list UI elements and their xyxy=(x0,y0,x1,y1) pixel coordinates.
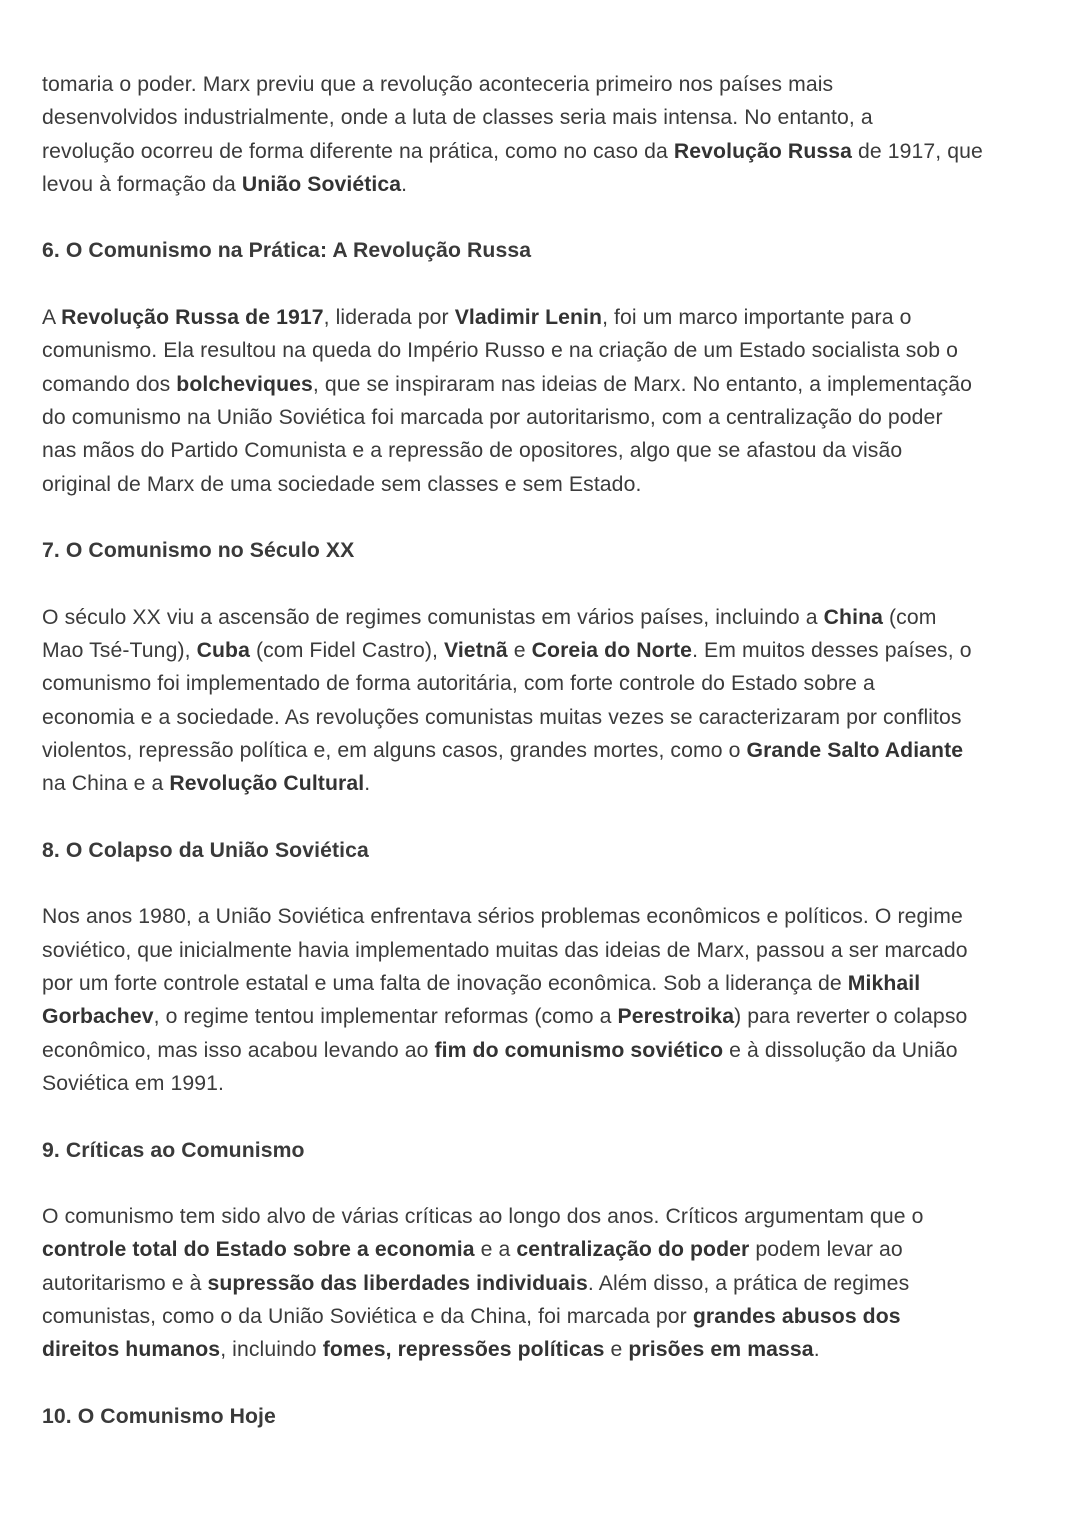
text-run: econômico, mas isso acabou levando ao xyxy=(42,1038,435,1062)
text-run: economia e a sociedade. As revoluções comunistas muitas vezes se caracterizaram por conflitos xyxy=(42,705,962,729)
bold-text: Grande Salto Adiante xyxy=(746,738,964,762)
bold-text: Revolução Russa de 1917 xyxy=(61,306,324,330)
bold-text: Perestroika xyxy=(617,1005,735,1029)
text-run: . xyxy=(813,1338,820,1362)
text-run: levou à formação da xyxy=(42,172,242,196)
text-line xyxy=(42,667,1038,700)
text-run: comunismo foi implementado de forma autoritária, com forte controle do Estado sobre a xyxy=(42,672,875,696)
text-run: desenvolvidos industrialmente, onde a luta de classes seria mais intensa. No entanto, a xyxy=(42,106,873,130)
text-run: Mao Tsé-Tung), xyxy=(42,639,197,663)
text-line xyxy=(42,334,1038,367)
text-run: ) para reverter o colapso xyxy=(734,1005,968,1029)
text-line xyxy=(42,701,1038,734)
text-run: na China e a xyxy=(42,772,170,796)
paragraph-section-7 xyxy=(42,601,1038,801)
text-run: Soviética em 1991. xyxy=(42,1071,224,1095)
text-run: por um forte controle estatal e uma falta de inovação econômica. Sob a liderança de xyxy=(42,972,848,996)
text-run: , foi um marco importante para o xyxy=(602,306,912,330)
text-run: do comunismo na União Soviética foi marcada por autoritarismo, com a centralização do poder xyxy=(42,405,943,429)
bold-text: direitos humanos xyxy=(42,1338,221,1362)
text-line xyxy=(42,1267,1038,1300)
text-run: comando dos xyxy=(42,372,177,396)
text-run: tomaria o poder. Marx previu que a revolução aconteceria primeiro nos países mais xyxy=(42,73,834,96)
spacer xyxy=(42,501,1038,534)
bold-text: Coreia do Norte xyxy=(531,639,693,663)
text-run: e a xyxy=(474,1238,517,1262)
text-line xyxy=(42,1200,1038,1233)
text-line xyxy=(42,734,1038,767)
bold-text: Vietnã xyxy=(443,639,508,663)
text-run: de 1917, que xyxy=(852,139,983,163)
text-run: revolução ocorreu de forma diferente na prática, como no caso da xyxy=(42,139,674,163)
section-heading-7: 7. O Comunismo no Século XX xyxy=(42,539,355,563)
bold-text: China xyxy=(823,605,883,629)
text-run: e xyxy=(604,1338,629,1362)
text-run: . Além disso, a prática de regimes xyxy=(587,1271,910,1295)
text-run: Nos anos 1980, a União Soviética enfrentava sérios problemas econômicos e políticos. O regime xyxy=(42,905,963,929)
text-line xyxy=(42,900,1038,933)
text-line xyxy=(42,967,1038,1000)
text-line xyxy=(42,1300,1038,1333)
paragraph-section-6 xyxy=(42,301,1038,501)
text-line xyxy=(42,1034,1038,1067)
paragraph-intro-continuation xyxy=(42,68,1038,201)
text-run: original de Marx de uma sociedade sem classes e sem Estado. xyxy=(42,472,642,496)
text-run: (com Fidel Castro), xyxy=(249,639,444,663)
bold-text: centralização do poder xyxy=(516,1238,750,1262)
spacer xyxy=(42,867,1038,900)
text-line xyxy=(42,101,1038,134)
text-run: . Em muitos desses países, o xyxy=(692,639,972,663)
text-line xyxy=(42,301,1038,334)
text-line xyxy=(42,68,1038,101)
text-run: (com xyxy=(883,605,937,629)
text-run: soviético, que inicialmente havia implementado muitas das ideias de Marx, passou a ser marcado xyxy=(42,938,968,962)
text-line xyxy=(42,1067,1038,1100)
text-run: comunismo. Ela resultou na queda do Império Russo e na criação de um Estado socialista sob o xyxy=(42,339,959,363)
bold-text: Mikhail xyxy=(847,972,921,996)
bold-text: Vladimir Lenin xyxy=(454,306,603,330)
text-line xyxy=(42,1333,1038,1366)
bold-text: União Soviética xyxy=(241,172,402,196)
text-line xyxy=(42,401,1038,434)
spacer xyxy=(42,201,1038,234)
spacer xyxy=(42,1367,1038,1400)
text-run: . xyxy=(401,172,408,196)
section-heading-6: 6. O Comunismo na Prática: A Revolução Russa xyxy=(42,239,532,263)
spacer xyxy=(42,801,1038,834)
text-line xyxy=(42,168,1038,201)
bold-text: fomes, repressões políticas xyxy=(322,1338,605,1362)
text-run: O comunismo tem sido alvo de várias críticas ao longo dos anos. Críticos argumentam que o xyxy=(42,1205,924,1229)
bold-text: controle total do Estado sobre a economia xyxy=(42,1238,475,1262)
bold-text: Gorbachev xyxy=(42,1005,154,1029)
spacer xyxy=(42,1167,1038,1200)
text-run: podem levar ao xyxy=(749,1238,903,1262)
text-run: . xyxy=(364,772,371,796)
text-run: A xyxy=(42,306,62,330)
section-heading-10: 10. O Comunismo Hoje xyxy=(42,1404,276,1428)
section-heading-8: 8. O Colapso da União Soviética xyxy=(42,838,369,862)
text-run: autoritarismo e à xyxy=(42,1271,208,1295)
text-line xyxy=(42,767,1038,800)
text-line xyxy=(42,468,1038,501)
text-run: e à dissolução da União xyxy=(723,1038,958,1062)
text-run: , o regime tentou implementar reformas (como a xyxy=(153,1005,618,1029)
text-run: O século XX viu a ascensão de regimes comunistas em vários países, incluindo a xyxy=(42,605,824,629)
text-run: violentos, repressão política e, em alguns casos, grandes mortes, como o xyxy=(42,738,747,762)
text-line xyxy=(42,601,1038,634)
bold-text: Cuba xyxy=(196,639,250,663)
bold-text: supressão das liberdades individuais xyxy=(207,1271,588,1295)
text-run: comunistas, como o da União Soviética e da China, foi marcada por xyxy=(42,1304,693,1328)
section-heading-9: 9. Críticas ao Comunismo xyxy=(42,1138,305,1162)
text-line xyxy=(42,434,1038,467)
bold-text: bolcheviques xyxy=(176,372,313,396)
spacer xyxy=(42,567,1038,600)
text-run: , incluindo xyxy=(220,1338,323,1362)
text-line xyxy=(42,1000,1038,1033)
text-run: e xyxy=(507,639,532,663)
bold-text: grandes abusos dos xyxy=(692,1304,901,1328)
text-line xyxy=(42,368,1038,401)
text-line xyxy=(42,135,1038,168)
text-line xyxy=(42,634,1038,667)
text-line xyxy=(42,934,1038,967)
bold-text: Revolução Russa xyxy=(673,139,853,163)
bold-text: prisões em massa xyxy=(628,1338,814,1362)
paragraph-section-8 xyxy=(42,900,1038,1100)
bold-text: fim do comunismo soviético xyxy=(434,1038,724,1062)
text-run: nas mãos do Partido Comunista e a repressão de opositores, algo que se afastou da visão xyxy=(42,439,903,463)
spacer xyxy=(42,1100,1038,1133)
text-line xyxy=(42,1233,1038,1266)
spacer xyxy=(42,268,1038,301)
paragraph-section-9 xyxy=(42,1200,1038,1366)
bold-text: Revolução Cultural xyxy=(169,772,365,796)
text-run: , que se inspiraram nas ideias de Marx. No entanto, a implementação xyxy=(312,372,973,396)
text-run: , liderada por xyxy=(323,306,455,330)
